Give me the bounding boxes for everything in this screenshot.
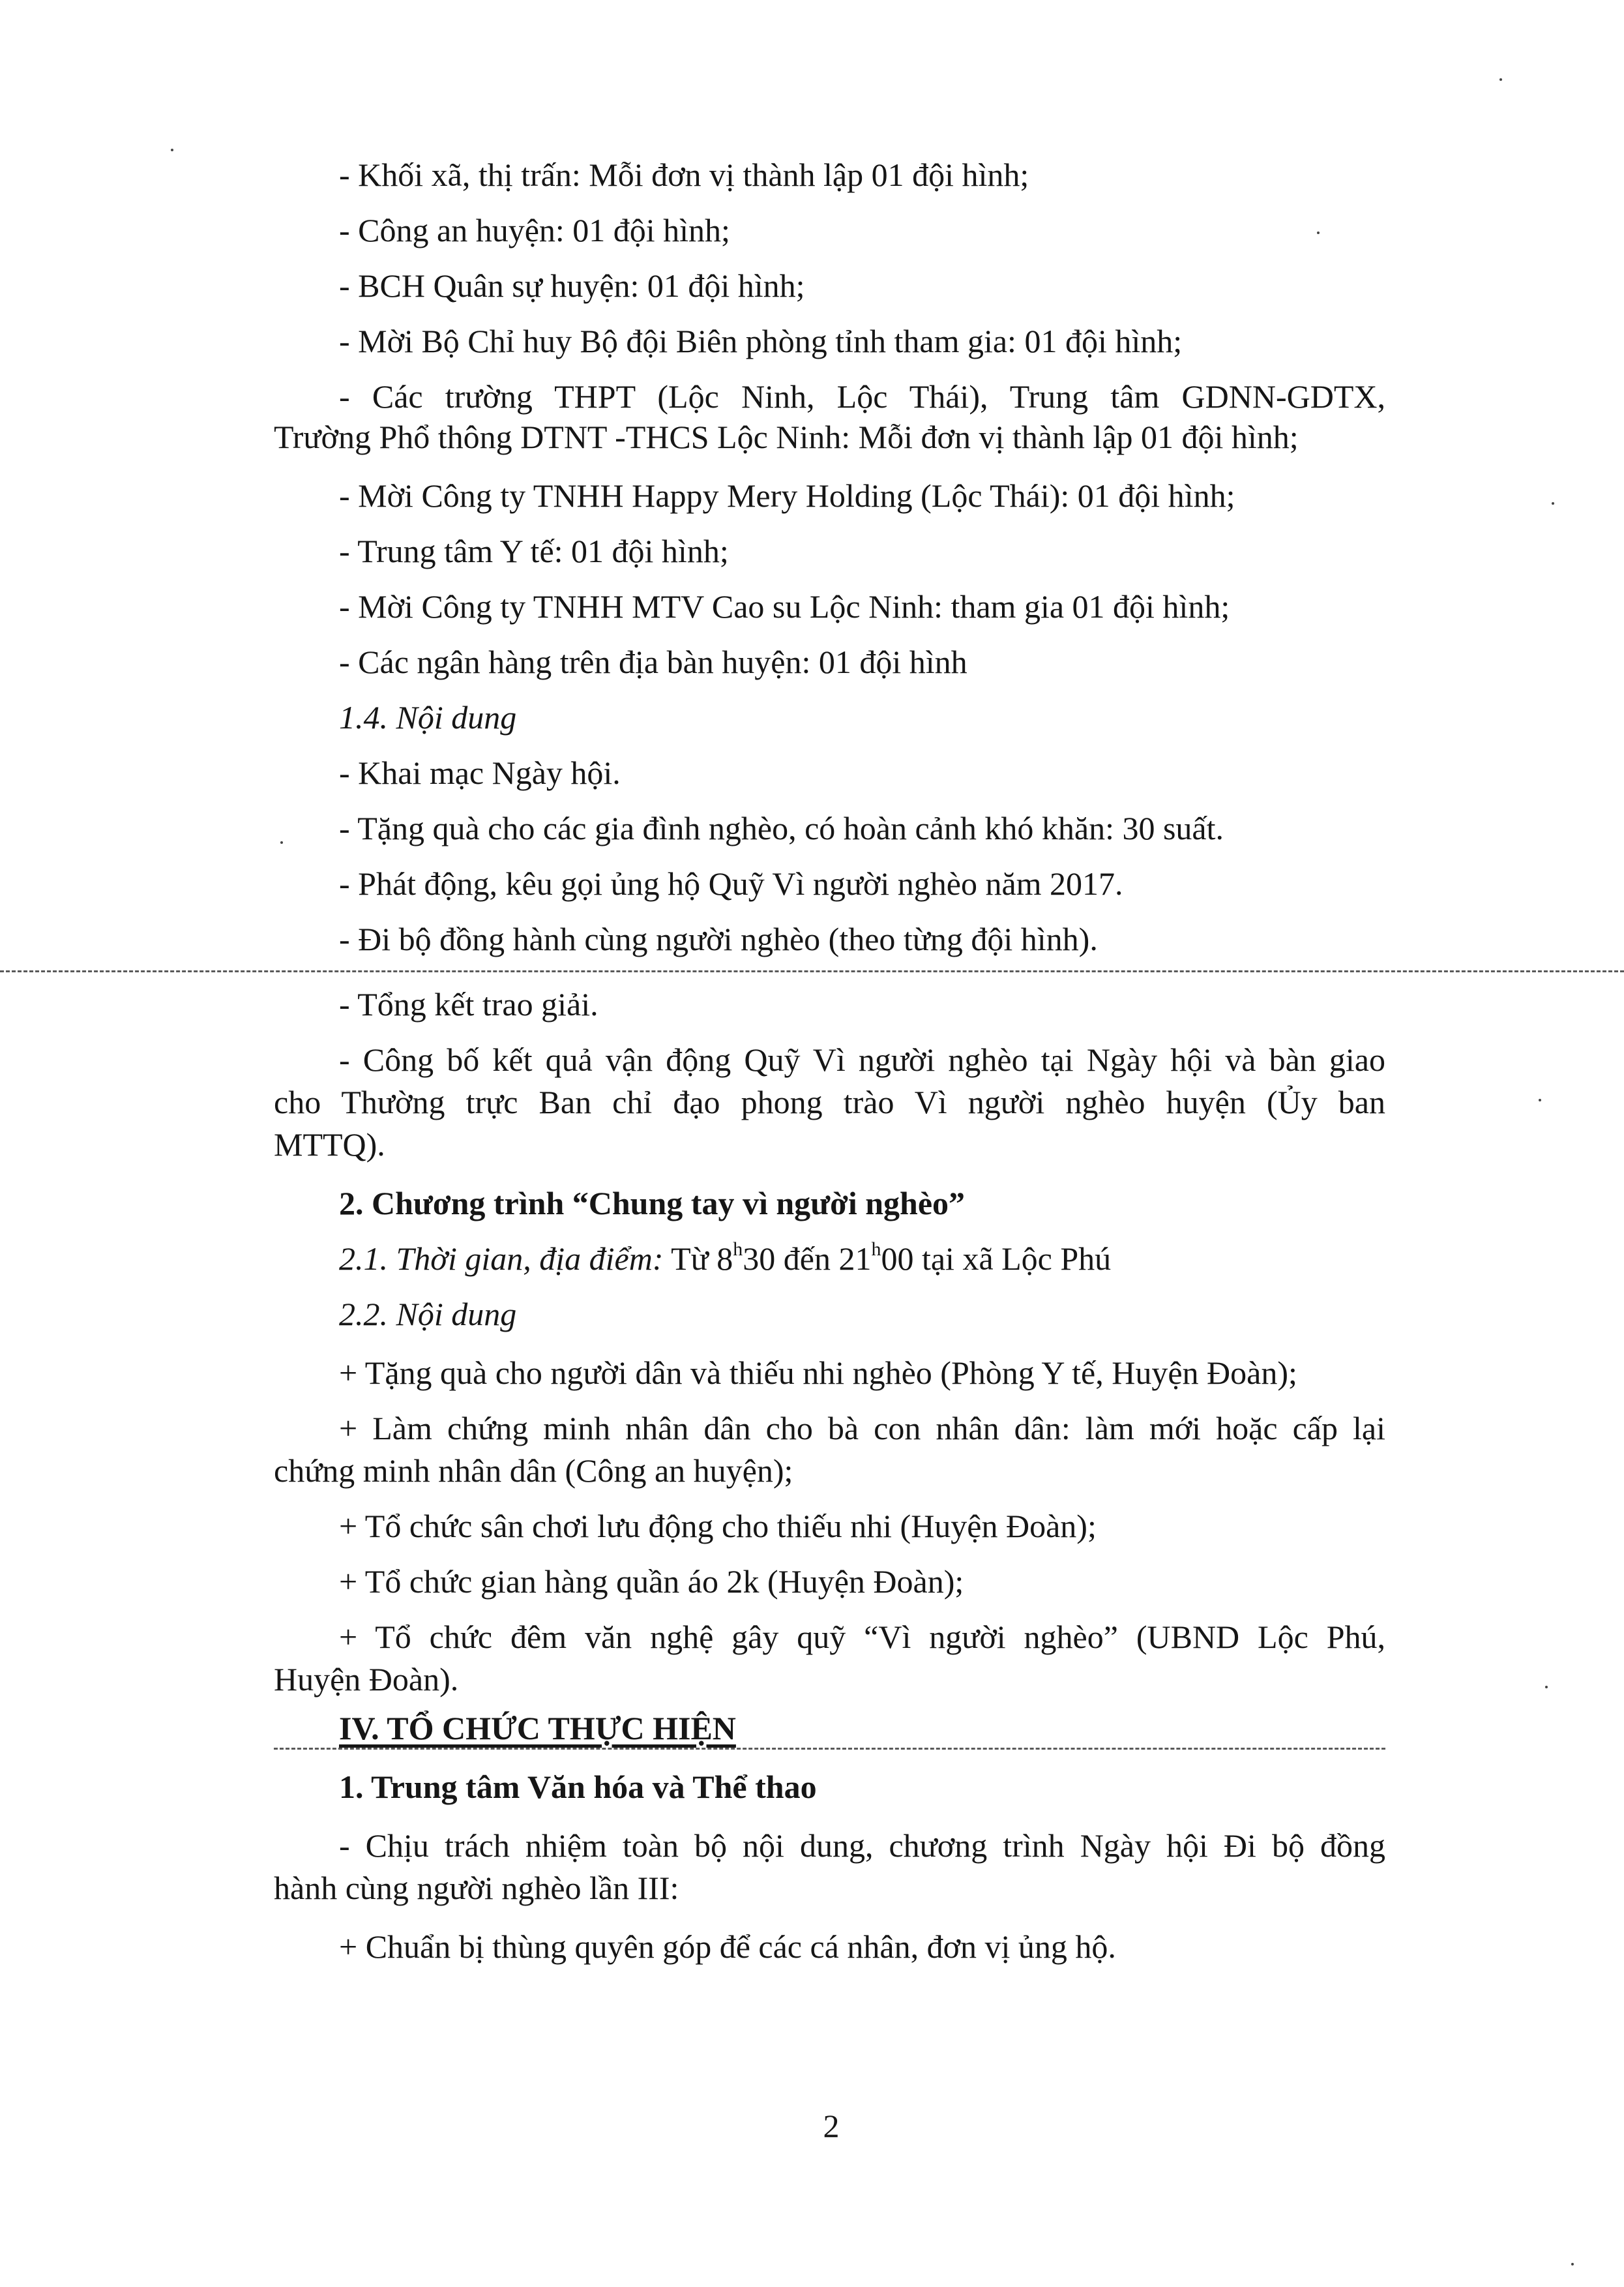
text-line: + Tổ chức sân chơi lưu động cho thiếu nhi (Huyện Đoàn);	[339, 1508, 1097, 1544]
scan-speck	[171, 149, 173, 151]
text-line: - Công bố kết quả vận động Quỹ Vì người nghèo tại Ngày hội và bàn giao	[339, 1041, 1385, 1078]
section-heading: 1. Trung tâm Văn hóa và Thể thao	[339, 1769, 817, 1805]
text-line: - BCH Quân sự huyện: 01 đội hình;	[339, 267, 805, 304]
scan-speck	[1571, 2263, 1574, 2265]
text-line: - Phát động, kêu gọi ủng hộ Quỹ Vì người nghèo năm 2017.	[339, 865, 1123, 902]
text-line: Trường Phổ thông DTNT -THCS Lộc Ninh: Mỗi đơn vị thành lập 01 đội hình;	[274, 419, 1299, 455]
scan-rule	[274, 1748, 1385, 1750]
text-line: - Khối xã, thị trấn: Mỗi đơn vị thành lập 01 đội hình;	[339, 157, 1029, 193]
text-line: cho Thường trực Ban chỉ đạo phong trào Vì người nghèo huyện (Ủy ban	[274, 1084, 1385, 1120]
text-line: - Chịu trách nhiệm toàn bộ nội dung, chương trình Ngày hội Đi bộ đồng	[339, 1827, 1385, 1864]
text-line: - Tổng kết trao giải.	[339, 986, 598, 1023]
text-line: hành cùng người nghèo lần III:	[274, 1870, 679, 1906]
text-line: chứng minh nhân dân (Công an huyện);	[274, 1452, 793, 1489]
text-line: - Mời Công ty TNHH Happy Mery Holding (Lộc Thái): 01 đội hình;	[339, 477, 1235, 514]
text-line: - Khai mạc Ngày hội.	[339, 755, 621, 791]
text-line: - Trung tâm Y tế: 01 đội hình;	[339, 533, 729, 569]
time-place-label: 2.1. Thời gian, địa điểm:	[339, 1240, 664, 1277]
scan-speck	[1552, 502, 1554, 505]
text-line: - Các trường THPT (Lộc Ninh, Lộc Thái), Trung tâm GDNN-GDTX,	[339, 378, 1385, 415]
text-line: + Tổ chức gian hàng quần áo 2k (Huyện Đoàn);	[339, 1563, 964, 1600]
text-line: - Các ngân hàng trên địa bàn huyện: 01 đội hình	[339, 644, 967, 680]
text-line: + Tổ chức đêm văn nghệ gây quỹ “Vì người nghèo” (UBND Lộc Phú,	[339, 1619, 1385, 1655]
scan-speck	[1539, 1099, 1541, 1101]
page-number: 2	[823, 2108, 840, 2144]
text-line: Huyện Đoàn).	[274, 1661, 459, 1697]
text-line: - Tặng quà cho các gia đình nghèo, có hoàn cảnh khó khăn: 30 suất.	[339, 810, 1224, 846]
text-line: + Tặng quà cho người dân và thiếu nhi nghèo (Phòng Y tế, Huyện Đoàn);	[339, 1354, 1297, 1391]
scan-speck	[280, 841, 283, 844]
text-line: - Mời Bộ Chỉ huy Bộ đội Biên phòng tỉnh tham gia: 01 đội hình;	[339, 323, 1183, 359]
section-heading: IV. TỔ CHỨC THỰC HIỆN	[339, 1709, 743, 1748]
text-line: - Công an huyện: 01 đội hình;	[339, 212, 730, 248]
scan-rule	[0, 970, 1624, 972]
scan-speck	[1317, 232, 1320, 234]
text-line: MTTQ).	[274, 1126, 385, 1163]
subheading: 2.2. Nội dung	[339, 1296, 517, 1332]
text-line: + Làm chứng minh nhân dân cho bà con nhân dân: làm mới hoặc cấp lại	[339, 1410, 1385, 1446]
section-heading: 2. Chương trình “Chung tay vì người nghèo”	[339, 1185, 966, 1221]
subheading: 1.4. Nội dung	[339, 699, 517, 736]
text-line: + Chuẩn bị thùng quyên góp để các cá nhân, đơn vị ủng hộ.	[339, 1928, 1116, 1965]
scan-speck	[1499, 78, 1502, 81]
text-line: - Đi bộ đồng hành cùng người nghèo (theo từng đội hình).	[339, 921, 1098, 957]
text-line: - Mời Công ty TNHH MTV Cao su Lộc Ninh: tham gia 01 đội hình;	[339, 588, 1230, 625]
scan-speck	[1545, 1686, 1548, 1688]
time-place-line: 2.1. Thời gian, địa điểm: Từ 8$^h$30 đến 21$^h$00 tại xã Lộc Phú	[339, 1238, 1112, 1277]
